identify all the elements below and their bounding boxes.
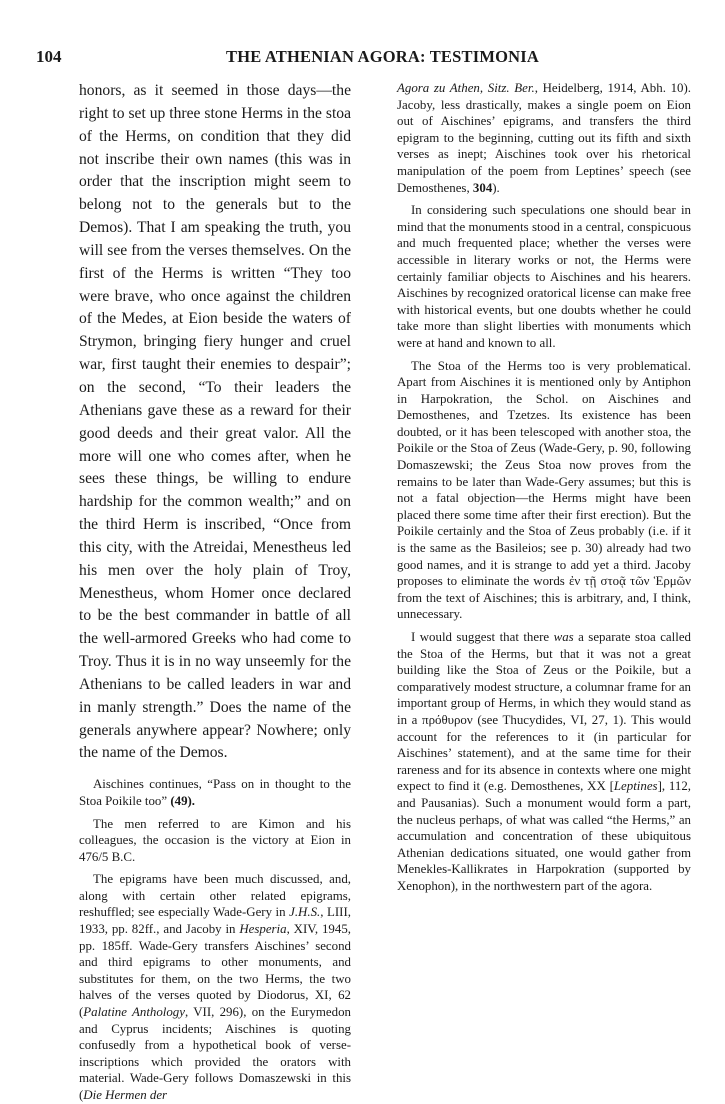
commentary-paragraph: The men referred to are Kimon and his colleagues, the occasion is the victory at Eion in 476/5 B.C. [79,816,351,864]
commentary-paragraph: I would suggest that there was a separate stoa called the Stoa of the Herms, but that it was not a great building like the Stoa of Zeus or the Poikile, but a comparatively modest structure, a columnar frame for an important group of Herms, in which they would stand as in a πρόθυρον (see Thucydides, VI, 27, 1). This would account for the references to it (in particular for Aischines’ statement), and at the same time for their rareness and for its absence in contexts where one might expect to find it (e.g. Demosthenes, XX [Leptines], 112, and Pausanias). Such a monument would form a part, the nucleus perhaps, of what was called “the Herms,” an accumulation and concentration of these ubiquitous Athenian dedications situated, one would gather from Menekles-Kallikrates in Harpokration (supported by Xenophon), in the northwestern part of the agora. [397,630,692,893]
right-column [397,80,691,895]
left-column [79,80,351,1104]
running-title: THE ATHENIAN AGORA: TESTIMONIA [226,47,539,66]
book-title: Die Hermen der [83,1088,168,1102]
page-header [36,47,689,69]
book-title: Leptines [613,779,658,794]
emphasis: was [553,630,574,644]
page-number: 104 [36,47,62,66]
left-commentary [79,776,351,1103]
aischines-quotation: honors, as it seemed in those days—the right to set up three stone Herms in the stoa of the Herms, on condition that they did not inscribe their own names (this was in order that the inscription might seem to belong not to the generals but to the Demos). That I am speaking the truth, you will see from the verses themselves. On the first of the Herms is written “They too were brave, who once against the children of the Medes, at Eion beside the waters of Strymon, bringing fiery hunger and cruel war, first taught their enemies to despair”; on the second, “To their leaders the Athenians gave these as a reward for their good deeds and their great valor. All the more will one who comes after, when he sees these things, be willing to endure hardship for the common wealth;” and on the third Herm is inscribed, “Once from this city, with the Atreidai, Menestheus led his men over the holy plain of Troy, Menestheus, whom Homer once declared to be the best commander in battle of all the well-armored Greeks who had come to Troy. Thus it is in no way unseemly for the Athenians to be called leaders in war and in manly strength.” Does the name of the generals anywhere appear? Nowhere; only the name of the Demos. [79,82,351,762]
book-title: Palatine Anthology [83,1005,185,1020]
commentary-paragraph: Aischines continues, “Pass on in thought to the Stoa Poikile too” (49). [79,777,351,808]
book-title: Agora zu Athen, Sitz. Ber. [397,81,535,95]
journal-title: J.H.S. [289,905,321,920]
testimonium-reference: (49). [170,793,196,808]
journal-title: Hesperia [239,922,287,937]
commentary-paragraph: Agora zu Athen, Sitz. Ber., Heidelberg, 1914, Abh. 10). Jacoby, less drastically, makes a single poem on Eion out of Aischines’ epigrams, and transfers the third epigram to the beginning, cutting out its fifth and sixth verses as inept; Aischines took over his rhetorical manipulation of the poem from Leptines’ speech (see Demosthenes, 304). [397,81,691,195]
commentary-paragraph: The epigrams have been much discussed, and, along with certain other related epigrams, reshuffled; see especially Wade-Gery in J.H.S., LIII, 1933, pp. 82ff., and Jacoby in Hesperia, XIV, 1945, pp. 185ff. Wade-Gery transfers Aischines’ second and third epigrams to other monuments, and substitutes for them, on the two Herms, the two halves of the verses quoted by Diodorus, XI, 62 (Palatine Anthology, VII, 296), on the Eurymedon and Cyprus incidents; Aischines is quoting confusedly from a hypothetical book of verse-inscriptions which provided the orators with material. Wade-Gery follows Domaszewski in this (Die Hermen der [79,872,351,1102]
commentary-paragraph: In considering such speculations one should bear in mind that the monuments stood in a central, conspicuous and much frequented place; whether the verses were accessible in literary works or not, the Herms were certainly familiar objects to Aischines and his hearers. Aischines by recognized oratorical license can make free with historical events, but one doubts whether he could take more than slight liberties with monuments which were at hand and known to all. [397,203,691,350]
commentary-paragraph: The Stoa of the Herms too is very problematical. Apart from Aischines it is mentioned only by Antiphon in Harpokration, the Schol. on Aischines and Demosthenes, and Tzetzes. Its existence has been doubted, or it has been telescoped with another stoa, the Poikile or the Stoa of Zeus (Wade-Gery, p. 90, following Domaszewski; the Zeus Stoa now proves from the remains to be later than Wade-Gery assumes; but this is not a fatal objection—the Herms might have been placed there some time after their first erection). But the Poikile certainly and the Stoa of Zeus probably (i.e. if it is the same as the Basileios; see p. 30) already had two good names, and it is strange to add yet a third. Jacoby proposes to eliminate the words ἐν τῇ στοᾷ τῶν Ἑρμῶν from the text of Aischines; this is arbitrary, and, I think, unnecessary. [397,358,691,622]
testimonium-reference: 304 [472,180,493,195]
